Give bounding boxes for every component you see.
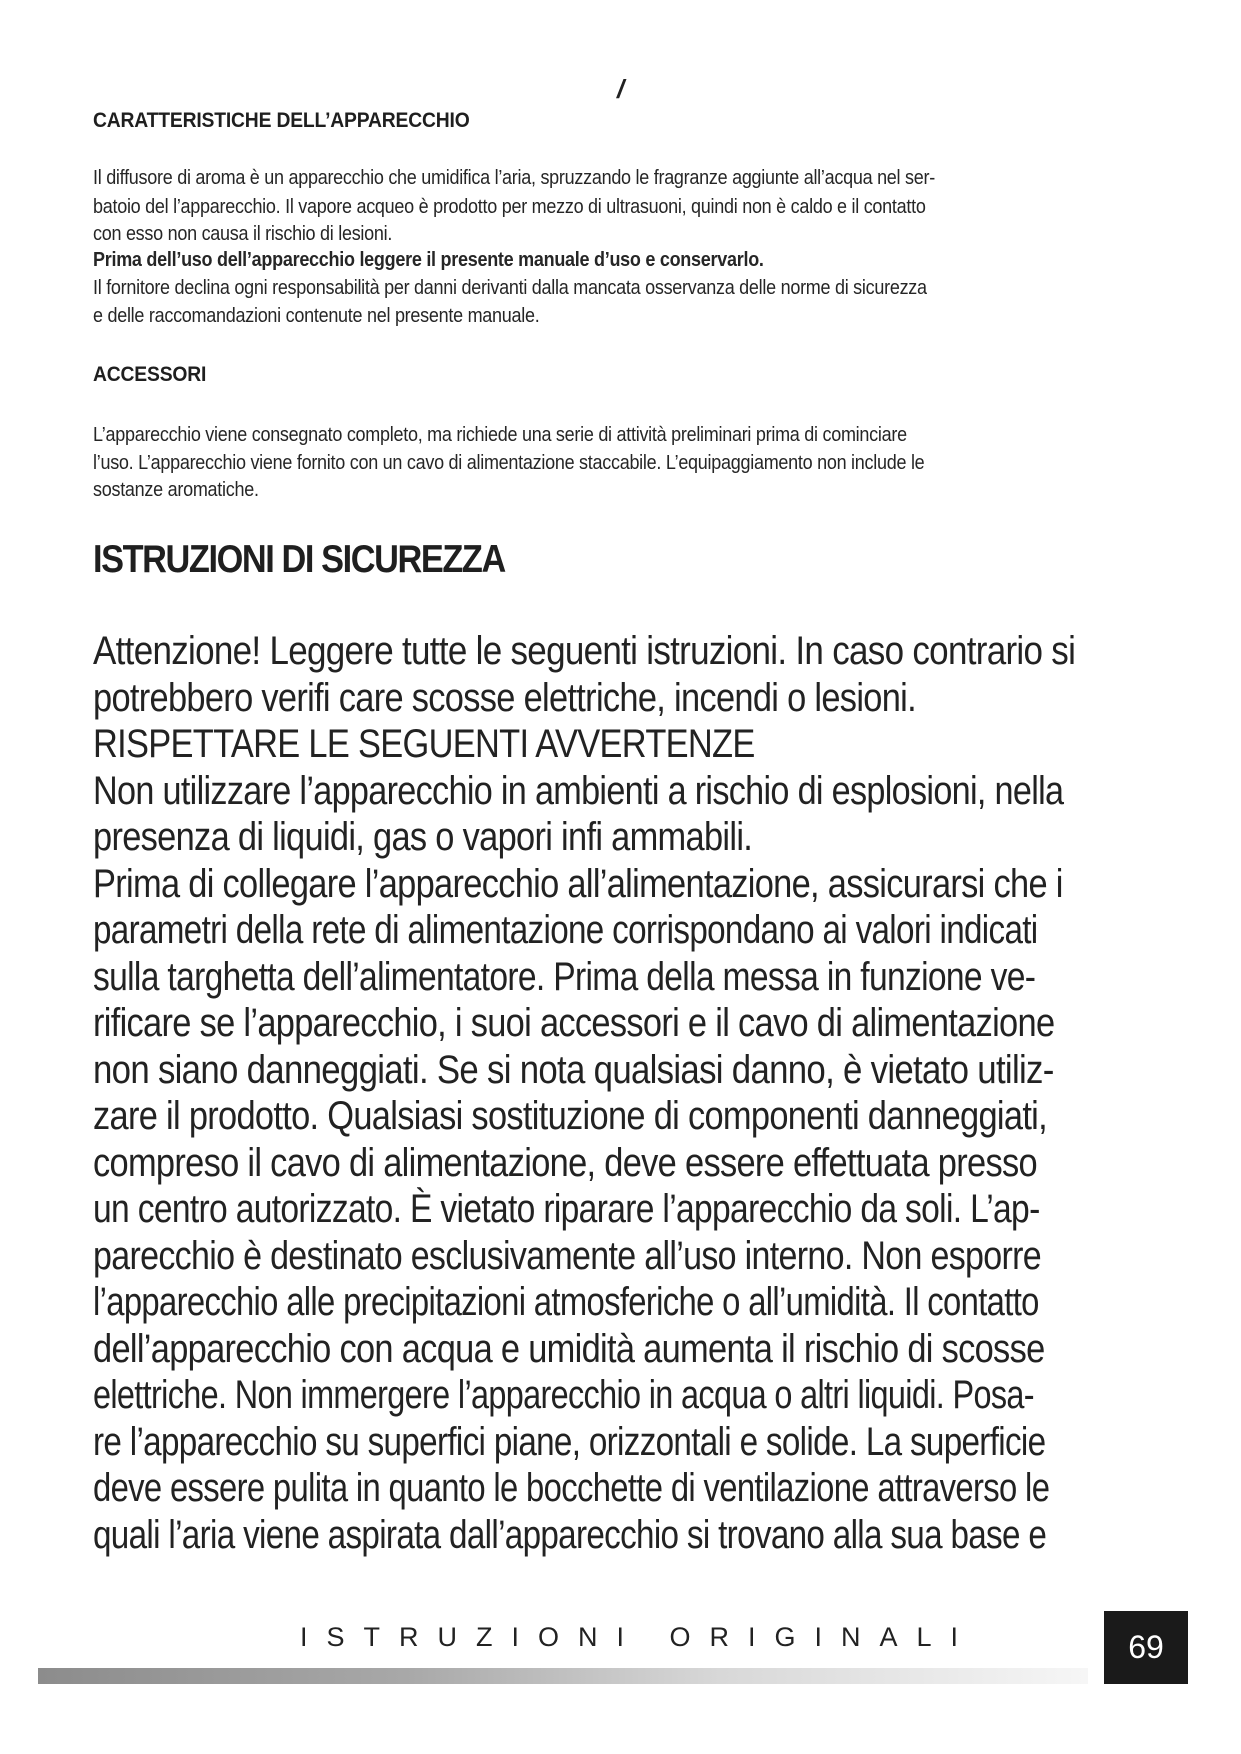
text-line: batoio del l’apparecchio. Il vapore acqueo è prodotto per mezzo di ultrasuoni, quindi non è caldo e il contatto bbox=[93, 196, 926, 218]
safety-line: Prima di collegare l’apparecchio all’alimentazione, assicurarsi che i bbox=[93, 861, 1063, 906]
text-line: Il fornitore declina ogni responsabilità per danni derivanti dalla mancata osservanza delle norme di sicurezza bbox=[93, 277, 927, 299]
text-line: e delle raccomandazioni contenute nel presente manuale. bbox=[93, 305, 540, 327]
text-line: l’uso. L’apparecchio viene fornito con un cavo di alimentazione staccabile. L’equipaggiamento non include le bbox=[93, 452, 925, 474]
safety-line: dell’apparecchio con acqua e umidità aumenta il rischio di scosse bbox=[93, 1326, 1045, 1371]
section-body-accessories bbox=[93, 421, 1157, 504]
safety-line: presenza di liquidi, gas o vapori infi ammabili. bbox=[93, 815, 753, 859]
safety-line: un centro autorizzato. È vietato riparare l’apparecchio da soli. L’ap- bbox=[93, 1187, 1040, 1231]
safety-line: re l’apparecchio su superfici piane, orizzontali e solide. La superficie bbox=[93, 1419, 1046, 1464]
safety-line: parecchio è destinato esclusivamente all’uso interno. Non esporre bbox=[93, 1233, 1042, 1278]
safety-line: deve essere pulita in quanto le bocchette di ventilazione attraverso le bbox=[93, 1466, 1050, 1510]
safety-line: sulla targhetta dell’alimentatore. Prima della messa in funzione ve- bbox=[93, 954, 1036, 999]
safety-line: l’apparecchio alle precipitazioni atmosferiche o all’umidità. Il contatto bbox=[93, 1280, 1039, 1324]
section-title-accessories: ACCESSORI bbox=[93, 363, 207, 386]
section-body-characteristics bbox=[93, 164, 1157, 331]
page-content bbox=[93, 104, 1157, 1558]
text-line: sostanze aromatiche. bbox=[93, 479, 259, 501]
safety-line: elettriche. Non immergere l’apparecchio in acqua o altri liquidi. Posa- bbox=[93, 1373, 1034, 1417]
text-line-bold-notice: Prima dell’uso dell’apparecchio leggere il presente manuale d’uso e conservarlo. bbox=[93, 249, 764, 271]
section-body-safety bbox=[93, 628, 1157, 1558]
safety-line: zare il prodotto. Qualsiasi sostituzione di componenti danneggiati, bbox=[93, 1094, 1048, 1138]
text-line: Il diffusore di aroma è un apparecchio che umidifica l’aria, spruzzando le fragranze aggiunte all’acqua nel ser- bbox=[93, 167, 935, 189]
page-number-box bbox=[1104, 1611, 1188, 1684]
safety-line: parametri della rete di alimentazione corrispondano ai valori indicati bbox=[93, 908, 1038, 952]
header-mark: / bbox=[617, 74, 625, 104]
safety-line: Attenzione! Leggere tutte le seguenti istruzioni. In caso contrario si bbox=[93, 629, 1076, 673]
text-line: L’apparecchio viene consegnato completo, ma richiede una serie di attività preliminari prima di cominciare bbox=[93, 424, 907, 446]
section-title-characteristics: CARATTERISTICHE DELL’APPARECCHIO bbox=[93, 109, 470, 132]
text-line: con esso non causa il rischio di lesioni. bbox=[93, 223, 393, 245]
section-title-safety: ISTRUZIONI DI SICUREZZA bbox=[93, 538, 505, 581]
safety-line: rificare se l’apparecchio, i suoi accessori e il cavo di alimentazione bbox=[93, 1001, 1055, 1045]
footer-label: ISTRUZIONI ORIGINALI bbox=[300, 1622, 978, 1652]
page-number: 69 bbox=[1128, 1629, 1164, 1665]
safety-line: RISPETTARE LE SEGUENTI AVVERTENZE bbox=[93, 722, 755, 766]
safety-line: non siano danneggiati. Se si nota qualsiasi danno, è vietato utiliz- bbox=[93, 1047, 1054, 1092]
safety-line: compreso il cavo di alimentazione, deve essere effettuata presso bbox=[93, 1140, 1037, 1185]
safety-line: potrebbero verifi care scosse elettriche, incendi o lesioni. bbox=[93, 675, 916, 720]
safety-line: Non utilizzare l’apparecchio in ambienti a rischio di esplosioni, nella bbox=[93, 768, 1064, 813]
safety-line: quali l’aria viene aspirata dall’apparecchio si trovano alla sua base e bbox=[93, 1512, 1047, 1557]
footer-gradient-bar bbox=[38, 1668, 1088, 1684]
